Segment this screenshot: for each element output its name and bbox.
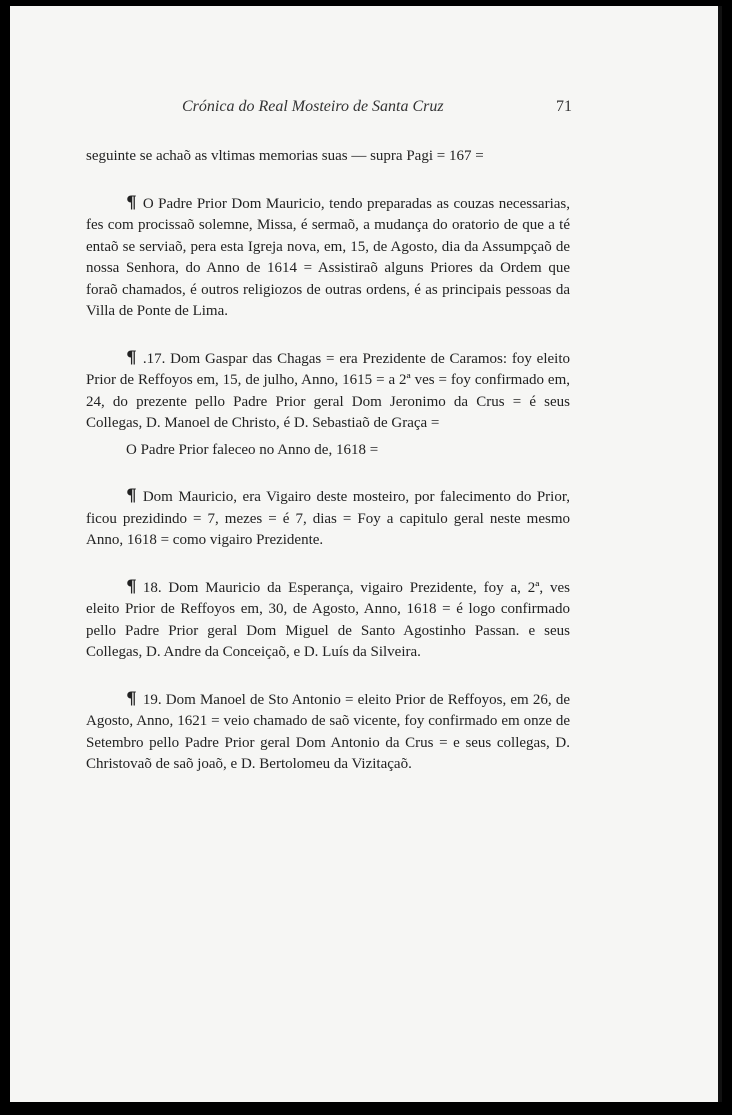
running-title: Crónica do Real Mosteiro de Santa Cruz bbox=[182, 98, 444, 115]
pilcrow-icon: ¶ bbox=[126, 192, 137, 213]
running-header bbox=[182, 98, 570, 116]
paragraph: ¶ O Padre Prior Dom Mauricio, tendo preparadas as couzas necessarias, fes com procissaõ solemne, Missa, é sermaõ, a mudança do oratorio de que a té entaõ se serviaõ, pera esta Igreja nova, em, 15, de Agosto, dia da Assumpçaõ de nossa Senhora, do Anno de 1614 = Assistiraõ alguns Priores da Ordem que foraõ chamados, é outros religiozos de outras ordens, é as principais pessoas da Villa de Ponte de Lima. bbox=[86, 192, 570, 319]
paragraph: O Padre Prior faleceo no Anno de, 1618 = bbox=[126, 441, 379, 458]
page bbox=[10, 6, 722, 1102]
paragraph: ¶ Dom Mauricio, era Vigairo deste mosteiro, por falecimento do Prior, ficou prezidindo = 7, mezes = é 7, dias = Foy a capitulo geral neste mesmo Anno, 1618 = como vigairo Prezidente. bbox=[86, 486, 570, 548]
page-content bbox=[86, 98, 570, 801]
pilcrow-icon: ¶ bbox=[126, 486, 137, 506]
paragraph: ¶ .17. Dom Gaspar das Chagas = era Prezidente de Caramos: foy eleito Prior de Reffoyos em, 15, de julho, Anno, 1615 = a 2ª ves = foy confirmado em, 24, do prezente pello Padre Prior geral Dom Jeronimo da Crus = é seus Collegas, D. Manoel de Christo, é D. Sebastiaõ de Graça = bbox=[86, 347, 570, 431]
pilcrow-icon: ¶ bbox=[126, 688, 137, 709]
page-number: 71 bbox=[556, 98, 572, 115]
paragraph: seguinte se achaõ as vltimas memorias suas — supra Pagi = 167 = bbox=[86, 148, 484, 164]
paragraph: ¶ 19. Dom Manoel de Sto Antonio = eleito Prior de Reffoyos, em 26, de Agosto, Anno, 1621 = veio chamado de saõ vicente, foy confirmado em onze de Setembro pello Padre Prior geral Dom Antonio da Crus = e seus collegas, D. Christovaõ de saõ joaõ, e D. Bertolomeu da Vizitaçaõ. bbox=[86, 688, 570, 772]
text-body bbox=[86, 146, 570, 776]
pilcrow-icon: ¶ bbox=[126, 576, 137, 597]
pilcrow-icon: ¶ bbox=[126, 347, 137, 368]
paragraph: ¶ 18. Dom Mauricio da Esperança, vigairo Prezidente, foy a, 2ª, ves eleito Prior de Reffoyos em, 30, de Agosto, Anno, 1618 = é logo confirmado pello Padre Prior geral Dom Miguel de Santo Agostinho Passan. e seus Collegas, D. Andre da Conceiçaõ, e D. Luís da Silveira. bbox=[86, 576, 570, 660]
